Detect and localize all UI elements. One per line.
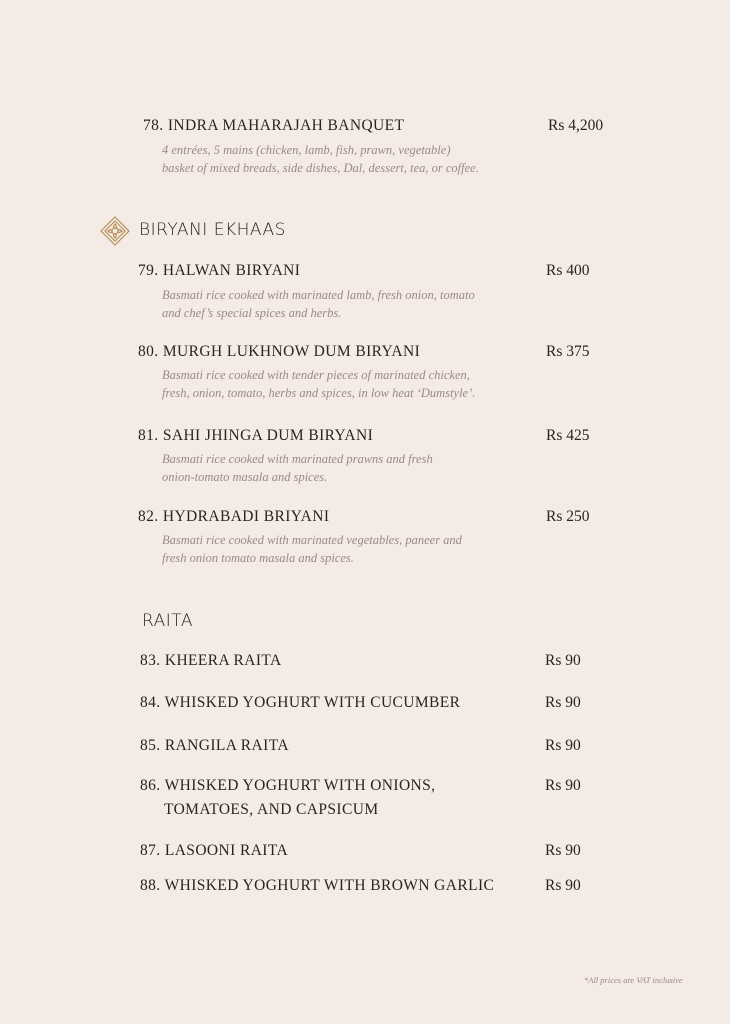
item-84-price: Rs 90	[545, 694, 581, 711]
item-78-desc-line1: 4 entrées, 5 mains (chicken, lamb, fish, prawn, vegetable)	[162, 143, 451, 157]
item-85-price: Rs 90	[545, 737, 581, 754]
section-title-biryani: BIRYANI EKHAAS	[139, 220, 286, 240]
item-87-price: Rs 90	[545, 842, 581, 859]
item-84-name: 84. WHISKED YOGHURT WITH CUCUMBER	[140, 694, 461, 711]
item-86-price: Rs 90	[545, 777, 581, 794]
item-79-price: Rs 400	[546, 262, 590, 279]
item-81-desc-line2: onion-tomato masala and spices.	[162, 470, 328, 484]
item-79-desc-line2: and chef’s special spices and herbs.	[162, 306, 342, 320]
diamond-ornament-icon	[100, 216, 130, 246]
item-83-name: 83. KHEERA RAITA	[140, 652, 282, 669]
item-80-name: 80. MURGH LUKHNOW DUM BIRYANI	[138, 343, 421, 360]
vat-footnote: *All prices are VAT inclusive	[584, 975, 683, 985]
item-86-name-line2: TOMATOES, AND CAPSICUM	[164, 801, 379, 818]
item-83-price: Rs 90	[545, 652, 581, 669]
item-88-price: Rs 90	[545, 877, 581, 894]
item-87-name: 87. LASOONI RAITA	[140, 842, 289, 859]
item-86-name: 86. WHISKED YOGHURT WITH ONIONS,	[140, 777, 436, 794]
item-81-name: 81. SAHI JHINGA DUM BIRYANI	[138, 427, 374, 444]
item-81-desc-line1: Basmati rice cooked with marinated prawns and fresh	[162, 452, 433, 466]
item-88-name: 88. WHISKED YOGHURT WITH BROWN GARLIC	[140, 877, 495, 894]
item-80-price: Rs 375	[546, 343, 590, 360]
item-78-desc-line2: basket of mixed breads, side dishes, Dal, dessert, tea, or coffee.	[162, 161, 479, 175]
item-78-price: Rs 4,200	[548, 117, 604, 134]
item-82-price: Rs 250	[546, 508, 590, 525]
item-81-price: Rs 425	[546, 427, 590, 444]
item-82-desc-line2: fresh onion tomato masala and spices.	[162, 551, 354, 565]
section-title-raita: RAITA	[142, 611, 193, 631]
item-80-desc-line1: Basmati rice cooked with tender pieces of marinated chicken,	[162, 368, 470, 382]
item-80-desc-line2: fresh, onion, tomato, herbs and spices, in low heat ‘Dumstyle’.	[162, 386, 476, 400]
item-79-name: 79. HALWAN BIRYANI	[138, 262, 301, 279]
item-82-name: 82. HYDRABADI BRIYANI	[138, 508, 330, 525]
item-85-name: 85. RANGILA RAITA	[140, 737, 289, 754]
item-82-desc-line1: Basmati rice cooked with marinated vegetables, paneer and	[162, 533, 462, 547]
item-79-desc-line1: Basmati rice cooked with marinated lamb, fresh onion, tomato	[162, 288, 475, 302]
item-78-name: 78. INDRA MAHARAJAH BANQUET	[143, 117, 405, 134]
